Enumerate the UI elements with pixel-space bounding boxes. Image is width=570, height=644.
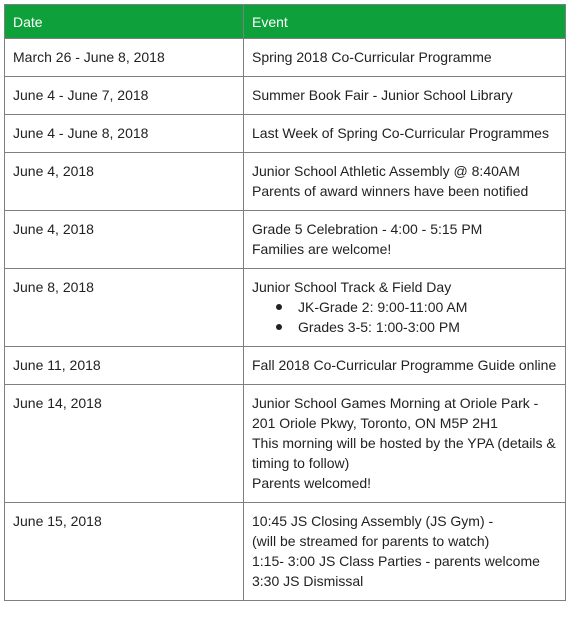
event-sub-item: Grades 3-5: 1:00-3:00 PM bbox=[274, 317, 557, 337]
event-column-header: Event bbox=[244, 5, 566, 39]
event-cell bbox=[244, 347, 566, 385]
header-row bbox=[5, 5, 566, 39]
date-cell: June 4 - June 8, 2018 bbox=[5, 115, 244, 153]
table-row bbox=[5, 269, 566, 347]
event-line: Families are welcome! bbox=[252, 241, 392, 257]
event-cell bbox=[244, 385, 566, 503]
event-line: 3:30 JS Dismissal bbox=[252, 573, 364, 589]
table-row bbox=[5, 153, 566, 211]
table-row bbox=[5, 77, 566, 115]
table-row bbox=[5, 347, 566, 385]
event-line: Junior School Athletic Assembly @ 8:40AM bbox=[252, 163, 520, 179]
event-line: Spring 2018 Co-Curricular Programme bbox=[252, 49, 492, 65]
event-line: Parents of award winners have been notified bbox=[252, 183, 529, 199]
table-row bbox=[5, 115, 566, 153]
table-body bbox=[5, 39, 566, 601]
event-cell bbox=[244, 211, 566, 269]
event-line: Last Week of Spring Co-Curricular Programmes bbox=[252, 125, 549, 141]
table-row bbox=[5, 211, 566, 269]
event-cell bbox=[244, 269, 566, 347]
event-sub-item: JK-Grade 2: 9:00-11:00 AM bbox=[274, 297, 557, 317]
date-cell: June 4, 2018 bbox=[5, 153, 244, 211]
event-line: Junior School Track & Field Day bbox=[252, 279, 452, 295]
event-line: Junior School Games Morning at Oriole Park - 201 Oriole Pkwy, Toronto, ON M5P 2H1 bbox=[252, 395, 539, 431]
event-line: Grade 5 Celebration - 4:00 - 5:15 PM bbox=[252, 221, 483, 237]
event-line: Summer Book Fair - Junior School Library bbox=[252, 87, 513, 103]
events-table bbox=[4, 4, 566, 601]
date-cell: June 15, 2018 bbox=[5, 503, 244, 601]
table-row bbox=[5, 503, 566, 601]
event-cell bbox=[244, 115, 566, 153]
event-sub-list bbox=[252, 297, 557, 337]
event-line: 10:45 JS Closing Assembly (JS Gym) - bbox=[252, 513, 494, 529]
event-line: This morning will be hosted by the YPA (details & timing to follow) bbox=[252, 435, 556, 471]
event-cell bbox=[244, 39, 566, 77]
event-line: Fall 2018 Co-Curricular Programme Guide online bbox=[252, 357, 557, 373]
table-row bbox=[5, 39, 566, 77]
date-cell: June 4 - June 7, 2018 bbox=[5, 77, 244, 115]
table-row bbox=[5, 385, 566, 503]
event-line: (will be streamed for parents to watch) bbox=[252, 533, 490, 549]
date-cell: June 4, 2018 bbox=[5, 211, 244, 269]
date-column-header: Date bbox=[5, 5, 244, 39]
event-cell bbox=[244, 77, 566, 115]
event-cell bbox=[244, 503, 566, 601]
date-cell: June 8, 2018 bbox=[5, 269, 244, 347]
event-line: Parents welcomed! bbox=[252, 475, 372, 491]
event-line: 1:15- 3:00 JS Class Parties - parents welcome bbox=[252, 553, 540, 569]
date-cell: June 14, 2018 bbox=[5, 385, 244, 503]
event-cell bbox=[244, 153, 566, 211]
date-cell: March 26 - June 8, 2018 bbox=[5, 39, 244, 77]
date-cell: June 11, 2018 bbox=[5, 347, 244, 385]
